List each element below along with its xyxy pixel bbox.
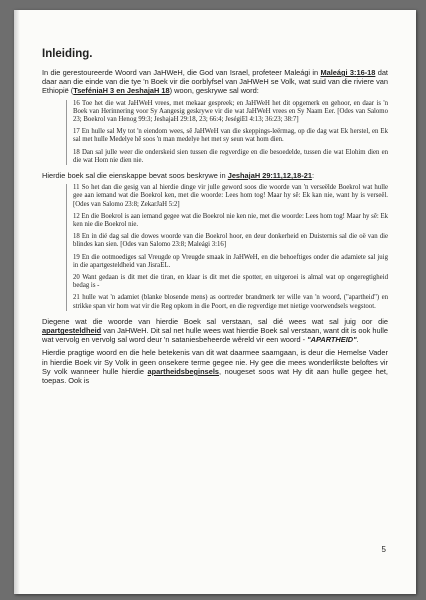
quote-verse: 12 En die Boekrol is aan iemand gegee wat die Boekrol nie ken nie, met die woorde: Lees hom tog! Maar hy sê: Ek ken nie die Boekrol nie.: [73, 212, 388, 229]
para2-text-pre: Hierdie boek sal die eienskappe bevat soos beskrywe in: [42, 171, 228, 181]
quote-verse: 20 Want gedaan is dit met die tiran, en klaar is dit met die spotter, en uitgeroei is almal wat op ongeregtigheid bedag is -: [73, 274, 388, 290]
fourth-paragraph: [42, 348, 388, 385]
quote-block-maleagi: [66, 100, 388, 165]
scripture-ref-maleagi: Maleági 3:16-18: [320, 68, 376, 77]
apartgesteldheid-term: apartgesteldheid: [42, 326, 102, 336]
quote-verse: 17 En hulle sal My tot 'n eiendom wees, sê JaHWeH van die skeppings-leërmag, op die dag wat Ek herstel, en Ek sal met hulle Medelye hê soos 'n man medelye het met sy seun wat hom dien.: [73, 128, 388, 144]
intro-text-mid: dat daar aan die einde van die tye 'n Boek vir die oorblyfsel van JaHWeH se Volk, wat suid van die riviere van Ethiopië (: [42, 68, 388, 96]
third-paragraph: [42, 317, 388, 345]
para3-text-mid: van JaHWeH. Dit sal net hulle wees wat hierdie Boek sal verstaan, want dit is ook hulle wat vervolg en vervolg sal word deur 'n sataniesbeheerde wêreld vir een woord -: [42, 326, 388, 345]
para3-text-post: .: [356, 335, 359, 345]
intro-text-pre: In die gerestoureerde Woord van JaHWeH, die God van Israel, profeteer Maleági in: [42, 68, 321, 77]
para2-text-post: :: [311, 171, 314, 181]
quote-verse: 21 hulle wat 'n adamiet (blanke blosende mens) as oortreder brandmerk ter wille van 'n woord, ("apartheid") en strikke span vir hom wat vir die Reg opkom in die Poort, en die regverdige met nietige voorwendsels wegstoot.: [73, 294, 388, 310]
intro-text-post: ) woon, geskrywe sal word:: [169, 86, 259, 96]
scripture-ref-tsefenia: TseféniaH 3 en JeshajaH 18: [73, 86, 170, 96]
page-content: [42, 48, 388, 387]
para4-text-post: , nougeset soos wat Hy dit aan hulle gegee het, toepas. Ook is: [42, 366, 388, 386]
second-paragraph: [42, 171, 388, 180]
para4-text-pre: Hierdie pragtige woord en die hele betekenis van dit wat daarmee saamgaan, is deur die Hemelse Vader in hierdie Boek vir Sy Volk in geen onsekere terme gegee nie. Hy gee die mees wonderlikste beloftes vir Sy volk wanneer hulle hierdie: [42, 348, 388, 376]
quote-verse: 18 Dan sal julle weer die onderskeid sien tussen die regverdige en die besoedelde, tussen die wat Elohim dien en die wat Hom nie dien nie.: [73, 148, 388, 164]
quote-verse: 18 En in dié dag sal die dowes woorde van die Boekrol hoor, en deur donkerheid en Duisternis sal die oë van die blindes kan sien. [Odes van Salomo 23:8; Maleági 3:16]: [73, 233, 388, 249]
quote-verse: 16 Toe het die wat JaHWeH vrees, met mekaar gespreek; en JaHWeH het dit opgemerk en gehoor, en daar is 'n Boek van Herinnering voor Sy Aangesig geskrywe vir die wat JaHWeH vrees en Sy Naam Eer. [Odes van Salomo 23; Boekrol van Henog 99:3; JeshajaH 29:18, 23; 66:4; JeségiEl 4:13; 36:23; 38:7]: [73, 99, 388, 124]
intro-paragraph: [42, 68, 388, 96]
quote-block-jeshajah: [66, 184, 388, 311]
apartheidsbeginsels-term: apartheidsbeginsels: [147, 366, 220, 376]
apartheid-term: "APARTHEID": [307, 335, 357, 345]
para3-text-pre: Diegene wat die woorde van hierdie Boek sal verstaan, sal dié wees wat sal juig oor die: [42, 316, 388, 326]
quote-verse: 19 En die ootmoediges sal Vreugde op Vreugde smaak in JaHWeH, en die behoeftiges onder die adamiete sal juig in die apartgesteldheid van JisraEL.: [73, 253, 388, 269]
page-number: 5: [381, 545, 386, 554]
scripture-ref-jeshajah: JeshajaH 29:11,12,18-21: [227, 171, 312, 181]
book-page: [14, 10, 416, 594]
page-title: Inleiding.: [42, 48, 93, 60]
quote-verse: 11 So het dan die gesig van al hierdie dinge vir julle geword soos die woorde van 'n verseëlde Boekrol wat hulle gee aan iemand wat die Boekrol ken, met die woorde: Lees hom tog! Maar hy sê: Ek kan nie, want hy is verseël. [Odes van Salomo 23:8; ZekarJaH 5:2]: [73, 184, 388, 208]
